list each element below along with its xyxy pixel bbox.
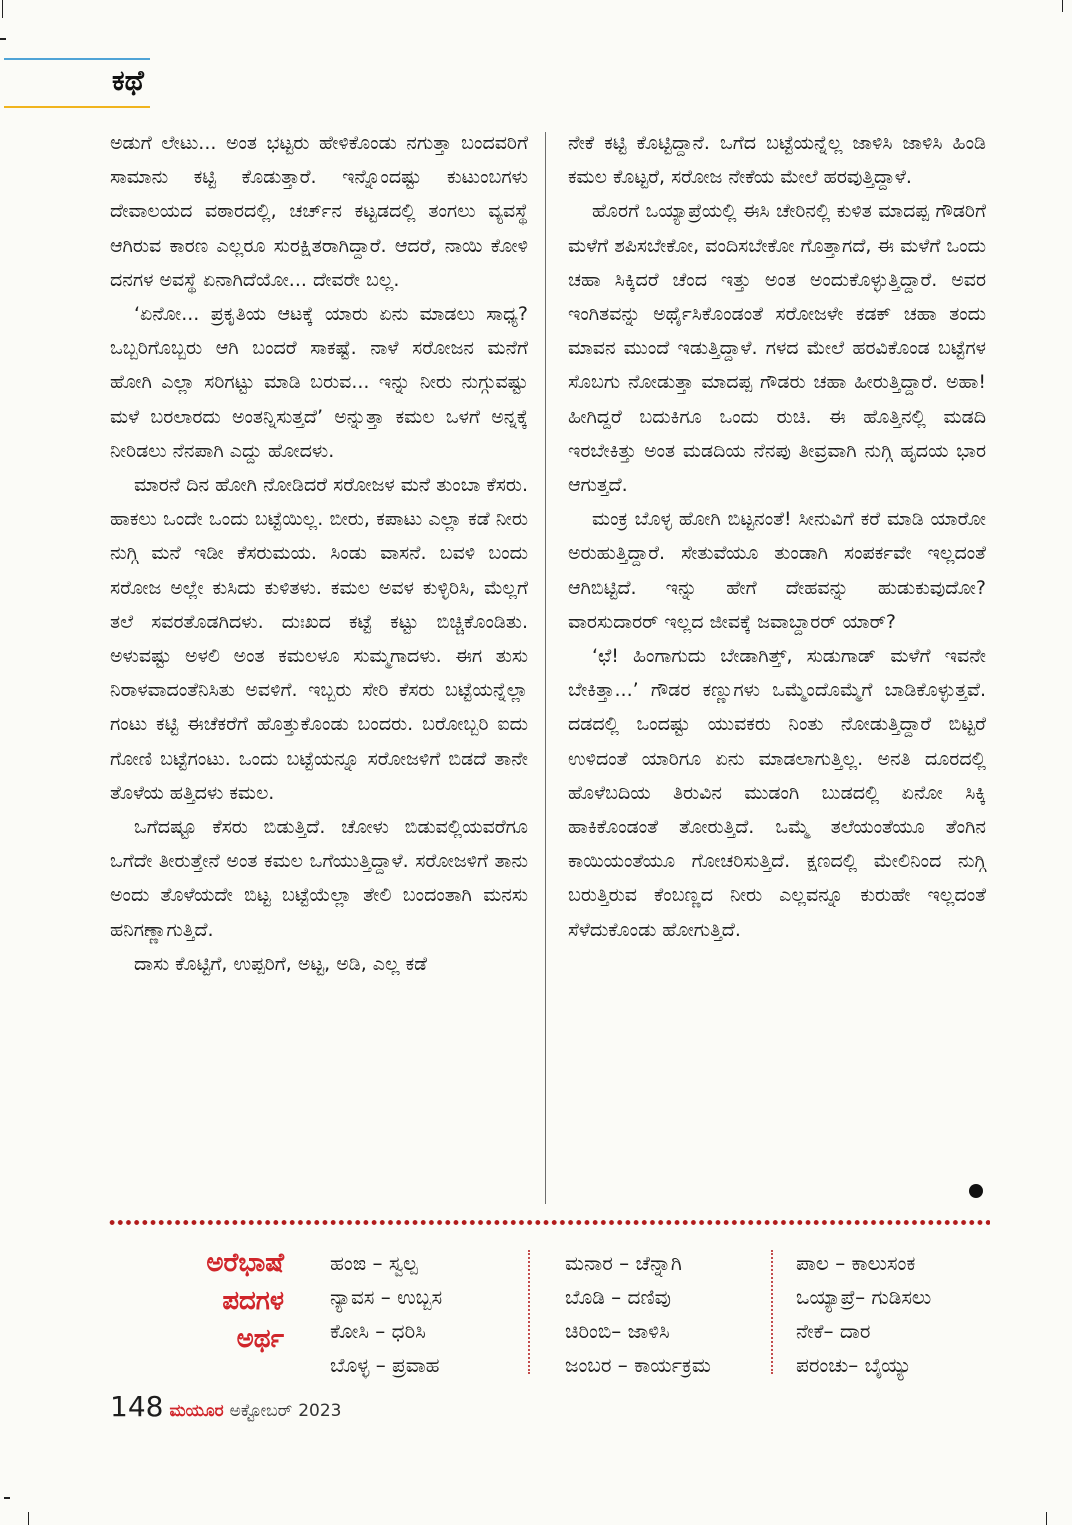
crop-mark (28, 1512, 29, 1525)
issue-year: 2023 (298, 1401, 342, 1421)
section-rule-top (4, 58, 150, 60)
glossary-entry: ಬೊಡಿ – ದಣಿವು (565, 1285, 671, 1309)
paragraph: ಮಾರನೆ ದಿನ ಹೋಗಿ ನೋಡಿದರೆ ಸರೋಜಳ ಮನೆ ತುಂಬಾ ಕೆಸರು. ಹಾಕಲು ಒಂದೇ ಒಂದು ಬಟ್ಟೆಯಿಲ್ಲ. ಬೀರು, ಕಪಾಟು ಎಲ್ಲಾ ಕಡೆ ನೀರು ನುಗ್ಗಿ ಮನೆ ಇಡೀ ಕೆಸರುಮಯ. ಸಿಂಡು ವಾಸನೆ. ಬವಳಿ ಬಂದು ಸರೋಜ ಅಲ್ಲೇ ಕುಸಿದು ಕುಳಿತಳು. ಕಮಲ ಅವಳ ಕುಳ್ಳಿರಿಸಿ, ಮೆಲ್ಲಗೆ ತಲೆ ಸವರತೊಡಗಿದಳು. ದುಃಖದ ಕಟ್ಟೆ ಕಟ್ಟು ಬಿಚ್ಚಿಕೊಂಡಿತು. ಅಳುವಷ್ಟು ಅಳಲಿ ಅಂತ ಕಮಲಳೂ ಸುಮ್ಮಗಾದಳು. ಈಗ ತುಸು ನಿರಾಳವಾದಂತೆನಿಸಿತು ಅವಳಿಗೆ. ಇಬ್ಬರು ಸೇರಿ ಕೆಸರು ಬಟ್ಟೆಯನ್ನೆಲ್ಲಾ ಗಂಟು ಕಟ್ಟಿ ಈಚೆಕರೆಗೆ ಹೊತ್ತುಕೊಂಡು ಬಂದರು. ಬರೋಬ್ಬರಿ ಐದು ಗೋಣಿ ಬಟ್ಟೆಗಂಟು. ಒಂದು ಬಟ್ಟೆಯನ್ನೂ ಸರೋಜಳಿಗೆ ಬಿಡದೆ ತಾನೇ ತೊಳೆಯ ಹತ್ತಿದಳು ಕಮಲ. (110, 474, 528, 804)
paragraph: ಒಗೆದಷ್ಟೂ ಕೆಸರು ಬಿಡುತ್ತಿದೆ. ಚೋಳು ಬಿಡುವಲ್ಲಿಯವರೆಗೂ ಒಗೆದೇ ತೀರುತ್ತೇನೆ ಅಂತ ಕಮಲ ಒಗೆಯುತ್ತಿದ್ದಾಳೆ. ಸರೋಜಳಿಗೆ ತಾನು ಅಂದು ತೊಳೆಯದೇ ಬಿಟ್ಟ ಬಟ್ಟೆಯೆಲ್ಲಾ ತೇಲಿ ಬಂದಂತಾಗಿ ಮನಸು ಹನಿಗಣ್ಣಾಗುತ್ತಿದೆ. (110, 816, 528, 941)
column-divider (545, 132, 546, 1204)
glossary-column (796, 1246, 931, 1382)
paragraph: ನೇಕೆ ಕಟ್ಟಿ ಕೊಟ್ಟಿದ್ದಾನೆ. ಒಗೆದ ಬಟ್ಟೆಯನ್ನೆಲ್ಲ ಜಾಳಿಸಿ ಜಾಳಿಸಿ ಹಿಂಡಿ ಕಮಲ ಕೊಟ್ಟರೆ, ಸರೋಜ ನೇಕೆಯ ಮೇಲೆ ಹರವುತ್ತಿದ್ದಾಳೆ. (568, 132, 986, 189)
glossary-title-line: ಪದಗಳ (222, 1286, 284, 1316)
section-rule-bottom (4, 106, 150, 108)
issue-month: ಅಕ್ಟೋಬರ್ (229, 1401, 293, 1421)
glossary-title-line: ಅರ್ಥ (236, 1324, 284, 1354)
glossary-title (160, 1244, 284, 1358)
magazine-logo: ಮಯೂರ (169, 1401, 224, 1421)
glossary-entry: ನ್ಯಾವಸ – ಉಬ್ಬಸ (330, 1285, 443, 1309)
glossary-entry: ಒಯ್ಯಾಪ್ರೆ– ಗುಡಿಸಲು (796, 1285, 932, 1309)
glossary-entry: ನೇಕೆ– ದಾರ (796, 1319, 871, 1343)
glossary-entry: ಪಾಲ – ಕಾಲುಸಂಕ (796, 1251, 916, 1275)
glossary-entry: ಚಿರಿಂಬಿ– ಜಾಳಿಸಿ (565, 1319, 670, 1343)
paragraph: ಅಡುಗೆ ಲೇಟು... ಅಂತ ಭಟ್ಟರು ಹೇಳಿಕೊಂಡು ನಗುತ್ತಾ ಬಂದವರಿಗೆ ಸಾಮಾನು ಕಟ್ಟಿ ಕೊಡುತ್ತಾರೆ. ಇನ್ನೊಂದಷ್ಟು ಕುಟುಂಬಗಳು ದೇವಾಲಯದ ವಠಾರದಲ್ಲಿ, ಚರ್ಚ್‌ನ ಕಟ್ಟಡದಲ್ಲಿ ತಂಗಲು ವ್ಯವಸ್ಥೆ ಆಗಿರುವ ಕಾರಣ ಎಲ್ಲರೂ ಸುರಕ್ಷಿತರಾಗಿದ್ದಾರೆ. ಆದರೆ, ನಾಯಿ ಕೋಳಿ ದನಗಳ ಅವಸ್ಥೆ ಏನಾಗಿದೆಯೋ... ದೇವರೇ ಬಲ್ಲ. (110, 132, 528, 291)
paragraph: ಮಂಕ್ರ ಬೊಳ್ಳ ಹೋಗಿ ಬಿಟ್ಟನಂತೆ! ಸೀನುವಿಗೆ ಕರೆ ಮಾಡಿ ಯಾರೋ ಅರುಹುತ್ತಿದ್ದಾರೆ. ಸೇತುವೆಯೂ ತುಂಡಾಗಿ ಸಂಪರ್ಕವೇ ಇಲ್ಲದಂತೆ ಆಗಿಬಿಟ್ಟಿದೆ. ಇನ್ನು ಹೇಗೆ ದೇಹವನ್ನು ಹುಡುಕುವುದೋ? ವಾರಸುದಾರರ್ ಇಲ್ಲದ ಜೀವಕ್ಕೆ ಜವಾಬ್ದಾರರ್ ಯಾರ್? (568, 508, 986, 633)
glossary-divider (771, 1250, 773, 1374)
article-right-column (568, 126, 986, 947)
glossary-entry: ಹಂಙ – ಸ್ವಲ್ಪ (330, 1251, 418, 1275)
page-footer (110, 1390, 341, 1423)
crop-mark (1046, 1512, 1047, 1525)
paragraph: ‘ಏನೋ... ಪ್ರಕೃತಿಯ ಆಟಕ್ಕೆ ಯಾರು ಏನು ಮಾಡಲು ಸಾಧ್ಯ? ಒಬ್ಬರಿಗೊಬ್ಬರು ಆಗಿ ಬಂದರೆ ಸಾಕಷ್ಟೆ. ನಾಳೆ ಸರೋಜನ ಮನೆಗೆ ಹೋಗಿ ಎಲ್ಲಾ ಸರಿಗಟ್ಟು ಮಾಡಿ ಬರುವ... ಇನ್ನು ನೀರು ನುಗ್ಗುವಷ್ಟು ಮಳೆ ಬರಲಾರದು ಅಂತನ್ನಿಸುತ್ತದೆ’ ಅನ್ನುತ್ತಾ ಕಮಲ ಒಳಗೆ ಅನ್ನಕ್ಕೆ ನೀರಿಡಲು ನೆನಪಾಗಿ ಎದ್ದು ಹೋದಳು. (110, 303, 528, 462)
page-number: 148 (110, 1390, 164, 1423)
end-of-story-dot (969, 1184, 983, 1198)
paragraph: ‘ಛೆ! ಹಿಂಗಾಗುದು ಬೇಡಾಗಿತ್ತ್, ಸುಡುಗಾಡ್ ಮಳೆಗೆ ಇವನೇ ಬೇಕಿತ್ತಾ...’ ಗೌಡರ ಕಣ್ಣುಗಳು ಒಮ್ಮೆಂದೊಮ್ಮೆಗೆ ಬಾಡಿಕೊಳ್ಳುತ್ತವೆ. ದಡದಲ್ಲಿ ಒಂದಷ್ಟು ಯುವಕರು ನಿಂತು ನೋಡುತ್ತಿದ್ದಾರೆ ಬಿಟ್ಟರೆ ಉಳಿದಂತೆ ಯಾರಿಗೂ ಏನು ಮಾಡಲಾಗುತ್ತಿಲ್ಲ. ಅನತಿ ದೂರದಲ್ಲಿ ಹೊಳೆಬದಿಯ ತಿರುವಿನ ಮುಡಂಗಿ ಬುಡದಲ್ಲಿ ಏನೋ ಸಿಕ್ಕಿ ಹಾಕಿಕೊಂಡಂತೆ ತೋರುತ್ತಿದೆ. ಒಮ್ಮೆ ತಲೆಯಂತೆಯೂ ತೆಂಗಿನ ಕಾಯಿಯಂತೆಯೂ ಗೋಚರಿಸುತ್ತಿದೆ. ಕ್ಷಣದಲ್ಲಿ ಮೇಲಿನಿಂದ ನುಗ್ಗಿ ಬರುತ್ತಿರುವ ಕೆಂಬಣ್ಣದ ನೀರು ಎಲ್ಲವನ್ನೂ ಕುರುಹೇ ಇಲ್ಲದಂತೆ ಸೆಳೆದುಕೊಂಡು ಹೋಗುತ್ತಿದೆ. (568, 645, 986, 941)
crop-mark (0, 38, 6, 40)
dotted-separator (108, 1219, 990, 1226)
crop-mark (2, 0, 3, 18)
paragraph: ಹೊರಗೆ ಒಯ್ಯಾಪ್ರೆಯಲ್ಲಿ ಈಸಿ ಚೇರಿನಲ್ಲಿ ಕುಳಿತ ಮಾದಪ್ಪ ಗೌಡರಿಗೆ ಮಳೆಗೆ ಶಪಿಸಬೇಕೋ, ವಂದಿಸಬೇಕೋ ಗೊತ್ತಾಗದೆ, ಈ ಮಳೆಗೆ ಒಂದು ಚಹಾ ಸಿಕ್ಕಿದರೆ ಚೆಂದ ಇತ್ತು ಅಂತ ಅಂದುಕೊಳ್ಳುತ್ತಿದ್ದಾರೆ. ಅವರ ಇಂಗಿತವನ್ನು ಅರ್ಥೈಸಿಕೊಂಡಂತೆ ಸರೋಜಳೇ ಕಡಕ್ ಚಹಾ ತಂದು ಮಾವನ ಮುಂದೆ ಇಡುತ್ತಿದ್ದಾಳೆ. ಗಳದ ಮೇಲೆ ಹರವಿಕೊಂಡ ಬಟ್ಟೆಗಳ ಸೊಬಗು ನೋಡುತ್ತಾ ಮಾದಪ್ಪ ಗೌಡರು ಚಹಾ ಹೀರುತ್ತಿದ್ದಾರೆ. ಅಹಾ! ಹೀಗಿದ್ದರೆ ಬದುಕಿಗೂ ಒಂದು ರುಚಿ. ಈ ಹೊತ್ತಿನಲ್ಲಿ ಮಡದಿ ಇರಬೇಕಿತ್ತು ಅಂತ ಮಡದಿಯ ನೆನಪು ತೀವ್ರವಾಗಿ ನುಗ್ಗಿ ಹೃದಯ ಭಾರ ಆಗುತ್ತದೆ. (568, 200, 986, 497)
glossary-entry: ಪರಂಚು– ಬೈಯ್ಯು (796, 1353, 912, 1377)
glossary-entry: ಜಂಬರ – ಕಾರ್ಯಕ್ರಮ (565, 1353, 711, 1377)
paragraph: ದಾಸು ಕೊಟ್ಟಿಗೆ, ಉಪ್ಪರಿಗೆ, ಅಟ್ಟ, ಅಡಿ, ಎಲ್ಲ ಕಡೆ (134, 952, 428, 975)
glossary-entry: ಮನಾರ – ಚೆನ್ನಾಗಿ (565, 1251, 682, 1275)
crop-mark (4, 1497, 10, 1499)
glossary-title-line: ಅರೆಭಾಷೆ (206, 1248, 284, 1278)
glossary-entry: ಕೋಸಿ – ಧರಿಸಿ (330, 1319, 426, 1343)
glossary-column (565, 1246, 711, 1382)
glossary-entry: ಬೊಳ್ಳ – ಪ್ರವಾಹ (330, 1353, 440, 1377)
article-left-column (110, 126, 528, 981)
section-title: ಕಥೆ (112, 64, 144, 97)
crop-mark (1062, 0, 1063, 12)
glossary-divider (528, 1250, 530, 1374)
glossary-column (330, 1246, 442, 1382)
